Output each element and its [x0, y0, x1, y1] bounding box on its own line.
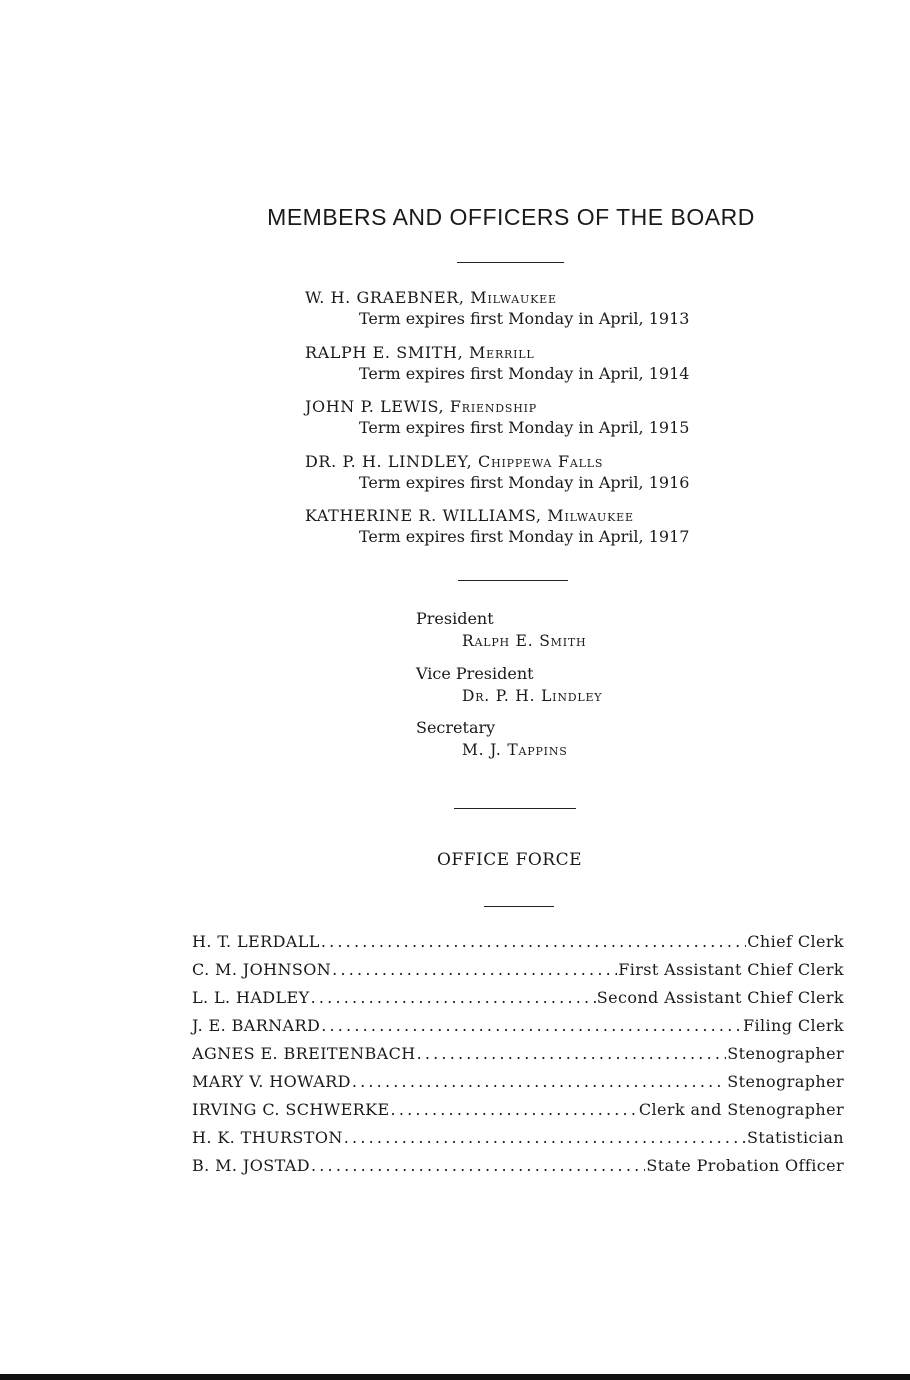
office-force-divider: [484, 906, 554, 907]
staff-row: [192, 1128, 844, 1156]
officer-name: Ralph E. Smith: [462, 632, 587, 650]
member-term: Term expires first Monday in April, 1915: [359, 418, 690, 437]
member-entry: [305, 506, 765, 561]
officers-divider: [454, 808, 576, 809]
staff-title: Statistician: [747, 1128, 844, 1147]
staff-name: B. M. JOSTAD: [192, 1156, 310, 1175]
officer-name: Dr. P. H. Lindley: [462, 686, 603, 705]
staff-name: H. T. LERDALL: [192, 932, 320, 951]
member-entry: [305, 343, 765, 398]
members-list: [305, 288, 765, 561]
member-entry: [305, 288, 765, 343]
title-divider: [457, 262, 564, 263]
staff-row: [192, 1044, 844, 1072]
member-name: W. H. GRAEBNER,: [305, 288, 465, 307]
staff-name: J. E. BARNARD: [192, 1016, 321, 1035]
office-force-list: [192, 932, 844, 1184]
member-place: Merrill: [468, 342, 535, 362]
member-term: Term expires first Monday in April, 1913: [359, 309, 690, 328]
member-place: Milwaukee: [470, 288, 557, 307]
officer-role: Secretary: [416, 718, 496, 737]
staff-title: Stenographer: [727, 1044, 844, 1063]
leader-dots: [311, 1156, 645, 1175]
staff-row: [192, 960, 844, 988]
staff-name: C. M. JOHNSON: [192, 960, 332, 979]
staff-row: [192, 1016, 844, 1044]
staff-row: [192, 932, 844, 960]
staff-title: Stenographer: [727, 1072, 844, 1091]
officer-role: President: [416, 609, 494, 628]
staff-title: Second Assistant Chief Clerk: [596, 988, 844, 1007]
officer-entry: [416, 717, 716, 772]
officer-entry: [416, 608, 716, 663]
member-term: Term expires first Monday in April, 1916: [359, 472, 690, 492]
staff-row: [192, 1156, 844, 1184]
staff-row: [192, 1072, 844, 1100]
member-name: DR. P. H. LINDLEY,: [305, 451, 473, 471]
member-place: Chippewa Falls: [478, 451, 604, 471]
leader-dots: [332, 960, 617, 979]
staff-name: MARY V. HOWARD: [192, 1072, 351, 1091]
leader-dots: [417, 1044, 727, 1063]
leader-dots: [391, 1100, 638, 1119]
staff-title: State Probation Officer: [646, 1156, 844, 1175]
staff-name: IRVING C. SCHWERKE: [192, 1100, 390, 1119]
staff-title: Clerk and Stenographer: [638, 1100, 844, 1119]
member-place: Friendship: [449, 397, 537, 416]
officer-name: M. J. Tappins: [462, 741, 568, 759]
leader-dots: [344, 1128, 746, 1147]
staff-title: Chief Clerk: [747, 932, 844, 951]
member-entry: [305, 397, 765, 452]
member-name: KATHERINE R. WILLIAMS,: [305, 506, 542, 525]
member-name: JOHN P. LEWIS,: [305, 397, 445, 416]
officers-list: [416, 608, 716, 772]
member-term: Term expires first Monday in April, 1917: [359, 527, 690, 546]
leader-dots: [311, 988, 596, 1007]
officer-entry: [416, 663, 716, 718]
staff-title: Filing Clerk: [742, 1016, 844, 1035]
staff-row: [192, 988, 844, 1016]
page-title: MEMBERS AND OFFICERS OF THE BOARD: [267, 204, 755, 230]
staff-title: First Assistant Chief Clerk: [618, 960, 844, 979]
member-place: Milwaukee: [547, 506, 634, 525]
staff-name: L. L. HADLEY: [192, 988, 310, 1007]
member-term: Term expires first Monday in April, 1914: [359, 363, 690, 383]
leader-dots: [321, 1016, 742, 1035]
scan-edge-bar: [0, 1374, 910, 1380]
staff-row: [192, 1100, 844, 1128]
staff-name: H. K. THURSTON: [192, 1128, 343, 1147]
staff-name: AGNES E. BREITENBACH: [192, 1044, 416, 1063]
member-entry: [305, 452, 765, 507]
member-name: RALPH E. SMITH,: [305, 342, 464, 362]
leader-dots: [321, 932, 746, 951]
office-force-heading: OFFICE FORCE: [437, 850, 583, 870]
officer-role: Vice President: [416, 663, 534, 683]
members-divider: [458, 580, 568, 581]
leader-dots: [352, 1072, 726, 1091]
